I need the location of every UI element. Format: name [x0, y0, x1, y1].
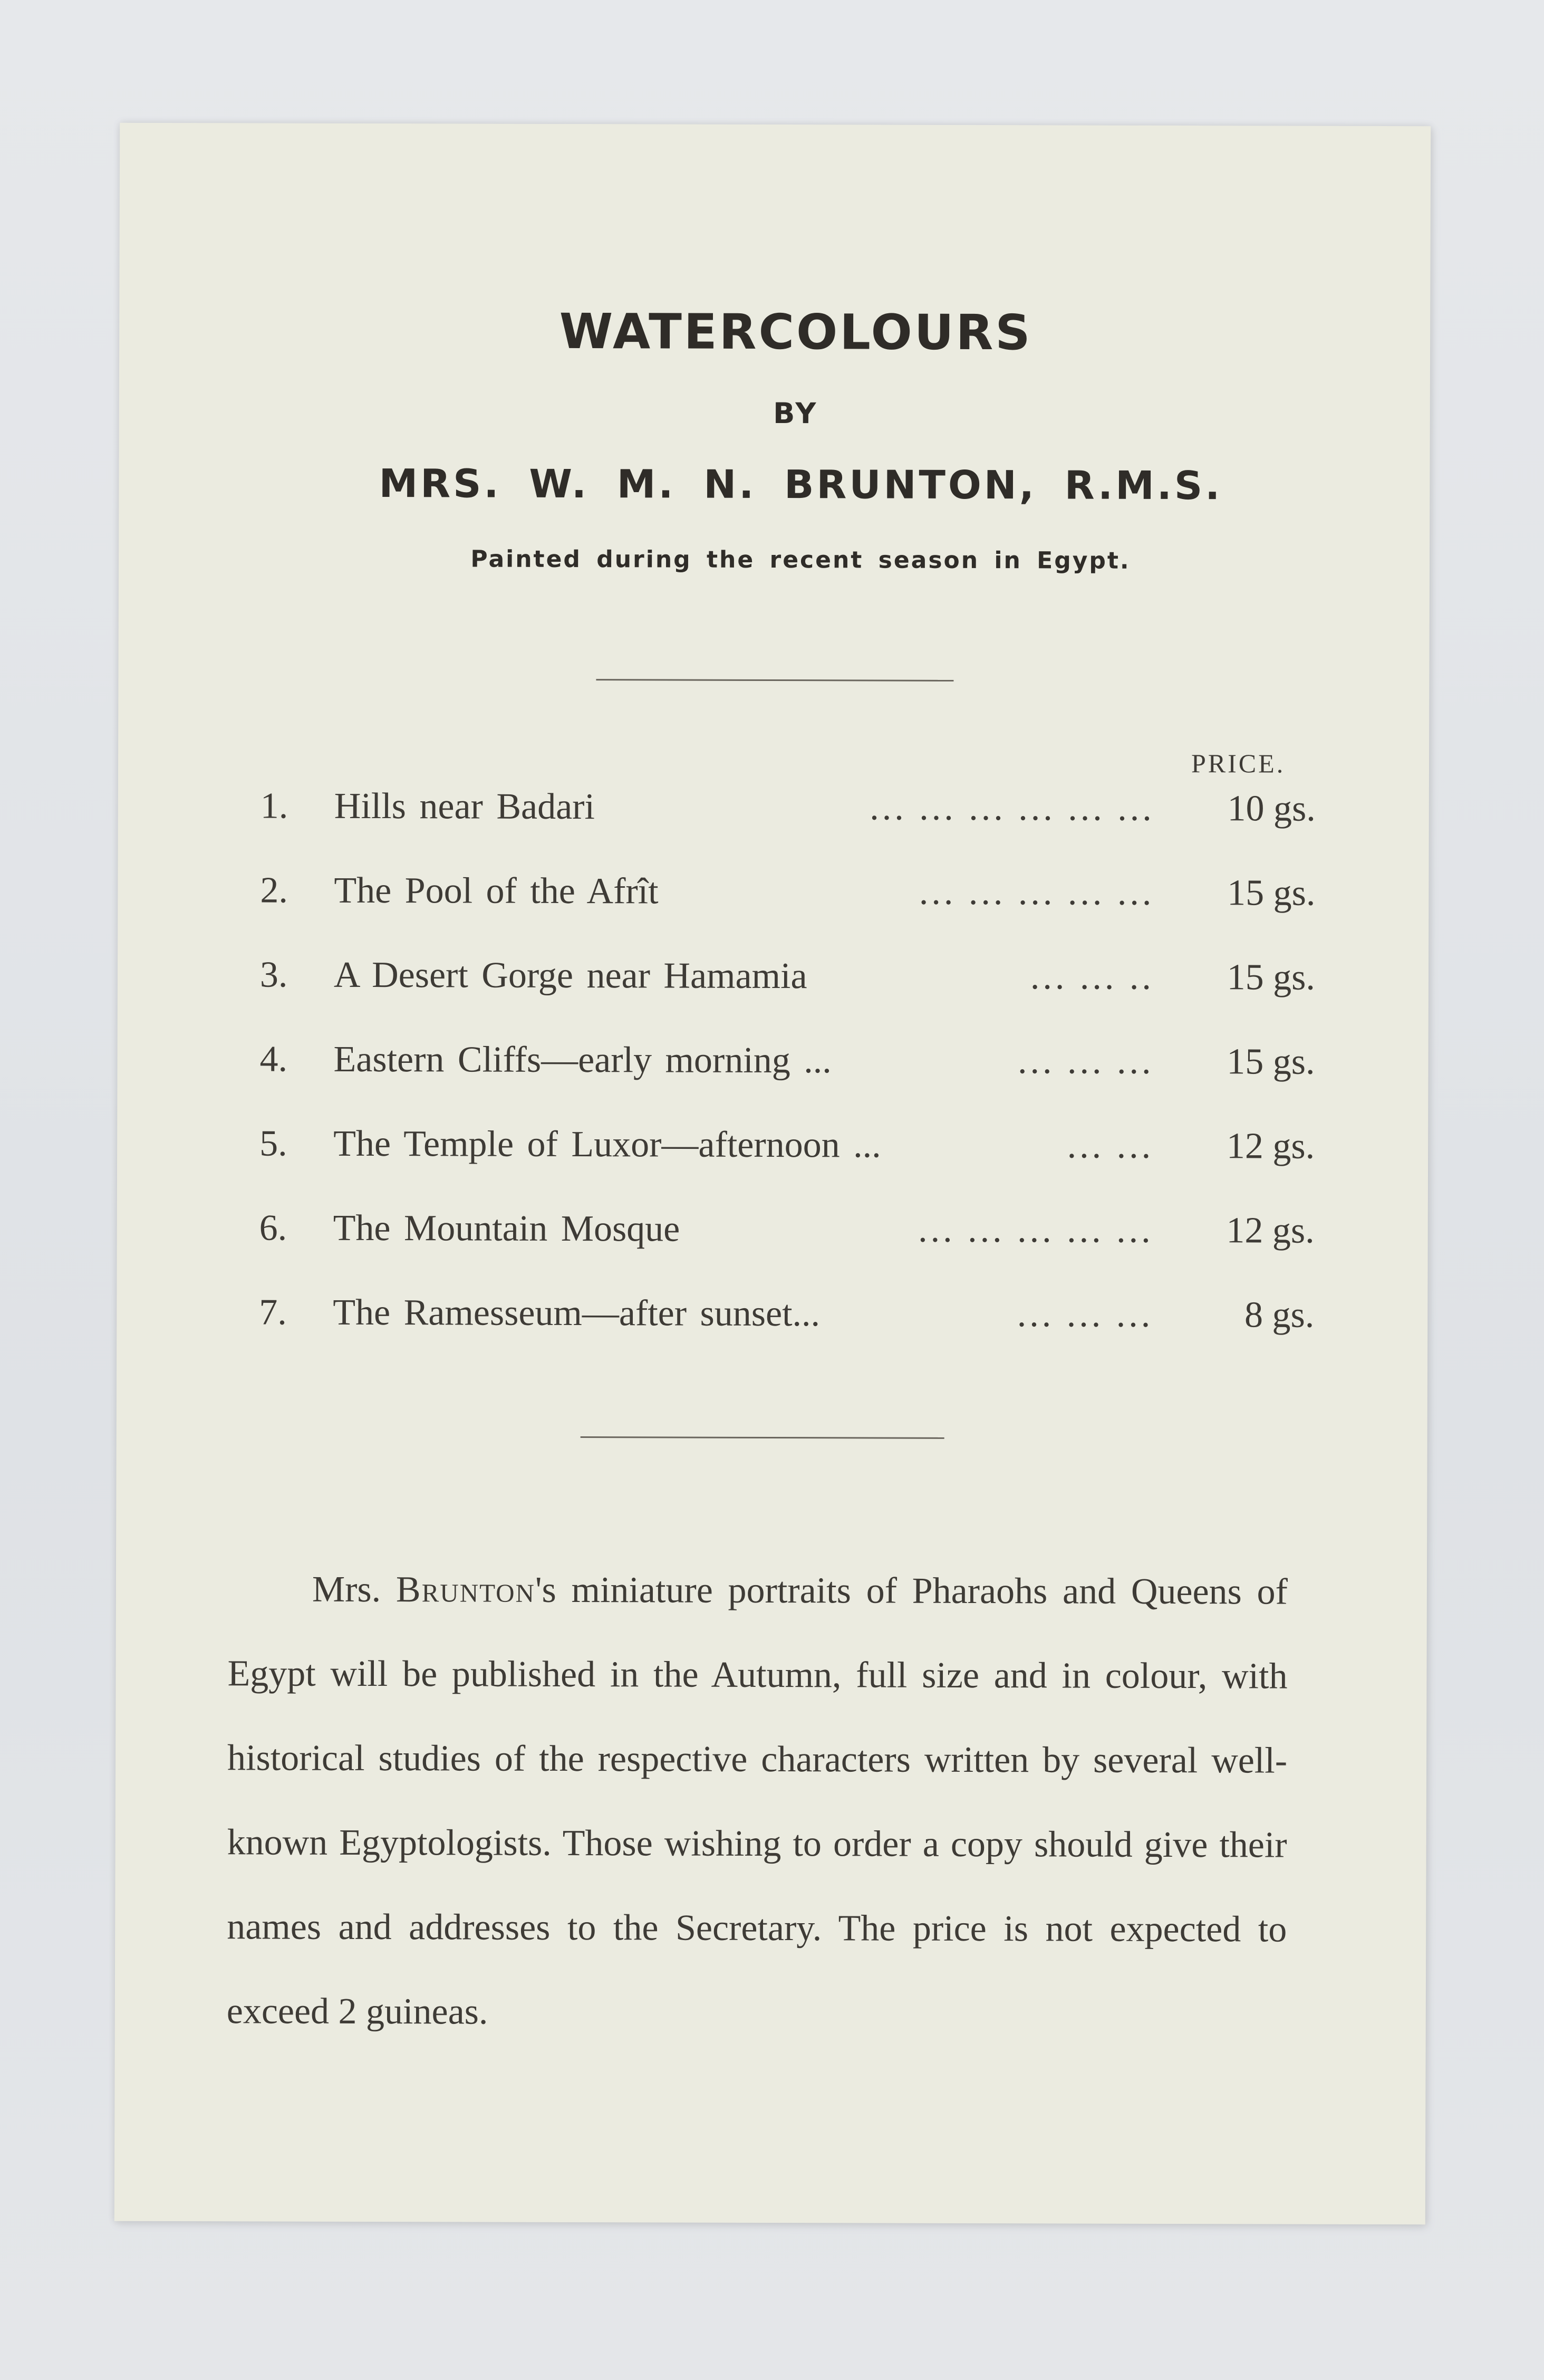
- item-title: Hills near Badari: [334, 785, 595, 828]
- item-number: 6.: [259, 1207, 287, 1249]
- item-price: 15 gs.: [1227, 872, 1316, 914]
- item-number: 2.: [260, 870, 288, 911]
- leader-dots: ... ... ... ... ...: [918, 1209, 1154, 1251]
- document-sheet: [114, 123, 1431, 2224]
- leader-dots: ... ... ... ... ...: [919, 871, 1155, 913]
- list-item: [117, 1291, 1427, 1358]
- divider-bottom: [581, 1436, 944, 1439]
- price-column-header: PRICE.: [1191, 748, 1286, 779]
- item-title: The Temple of Luxor—afternoon ...: [333, 1123, 881, 1166]
- item-price: 15 gs.: [1227, 957, 1316, 998]
- note-lead: Mrs.: [312, 1569, 381, 1610]
- list-item: [118, 954, 1429, 1021]
- note-possessive: 's: [535, 1569, 556, 1610]
- item-number: 1.: [260, 785, 288, 827]
- list-item: [118, 785, 1429, 852]
- document-title: WATERCOLOURS: [559, 303, 1032, 361]
- item-number: 7.: [259, 1292, 287, 1333]
- item-number: 3.: [259, 954, 288, 995]
- list-item: [117, 1122, 1428, 1189]
- item-title: The Pool of the Afrît: [334, 870, 659, 912]
- list-item: [118, 869, 1429, 936]
- subtitle: Painted during the recent season in Egypt.: [470, 545, 1131, 574]
- note-name: Brunton: [395, 1569, 536, 1610]
- leader-dots: ... ... ...: [1017, 1294, 1154, 1335]
- list-item: [117, 1207, 1428, 1274]
- item-price: 15 gs.: [1227, 1041, 1315, 1082]
- divider-top: [596, 679, 953, 682]
- item-title: Eastern Cliffs—early morning ...: [333, 1039, 832, 1081]
- artist-name: MRS. W. M. N. BRUNTON, R.M.S.: [379, 461, 1223, 509]
- item-price: 12 gs.: [1226, 1210, 1315, 1251]
- leader-dots: ... ... ...: [1017, 1041, 1154, 1082]
- item-price: 8 gs.: [1244, 1294, 1315, 1336]
- publication-note: [227, 1547, 1288, 2056]
- item-title: The Mountain Mosque: [333, 1207, 680, 1250]
- note-text: miniature portraits of Pharaohs and Queens of Egypt will be published in the Autumn, full size and in colour, with historical studies of the respective characters written by several well-known Egyptologists. Those wishing to order a copy should give their names and addresses to the Secretary. The price is not expected to exceed 2 guineas.: [226, 1569, 1288, 2032]
- painting-list: [118, 785, 1429, 1336]
- item-price: 12 gs.: [1226, 1126, 1315, 1167]
- by-line: BY: [773, 396, 818, 430]
- item-number: 4.: [259, 1039, 288, 1080]
- item-title: A Desert Gorge near Hamamia: [333, 954, 807, 997]
- item-title: The Ramesseum—after sunset...: [333, 1292, 821, 1335]
- item-price: 10 gs.: [1227, 788, 1316, 829]
- leader-dots: ... ... ... ... ... ...: [870, 787, 1155, 829]
- leader-dots: ... ... ..: [1030, 956, 1155, 997]
- item-number: 5.: [259, 1123, 287, 1164]
- leader-dots: ... ...: [1067, 1125, 1154, 1166]
- list-item: [117, 1038, 1428, 1105]
